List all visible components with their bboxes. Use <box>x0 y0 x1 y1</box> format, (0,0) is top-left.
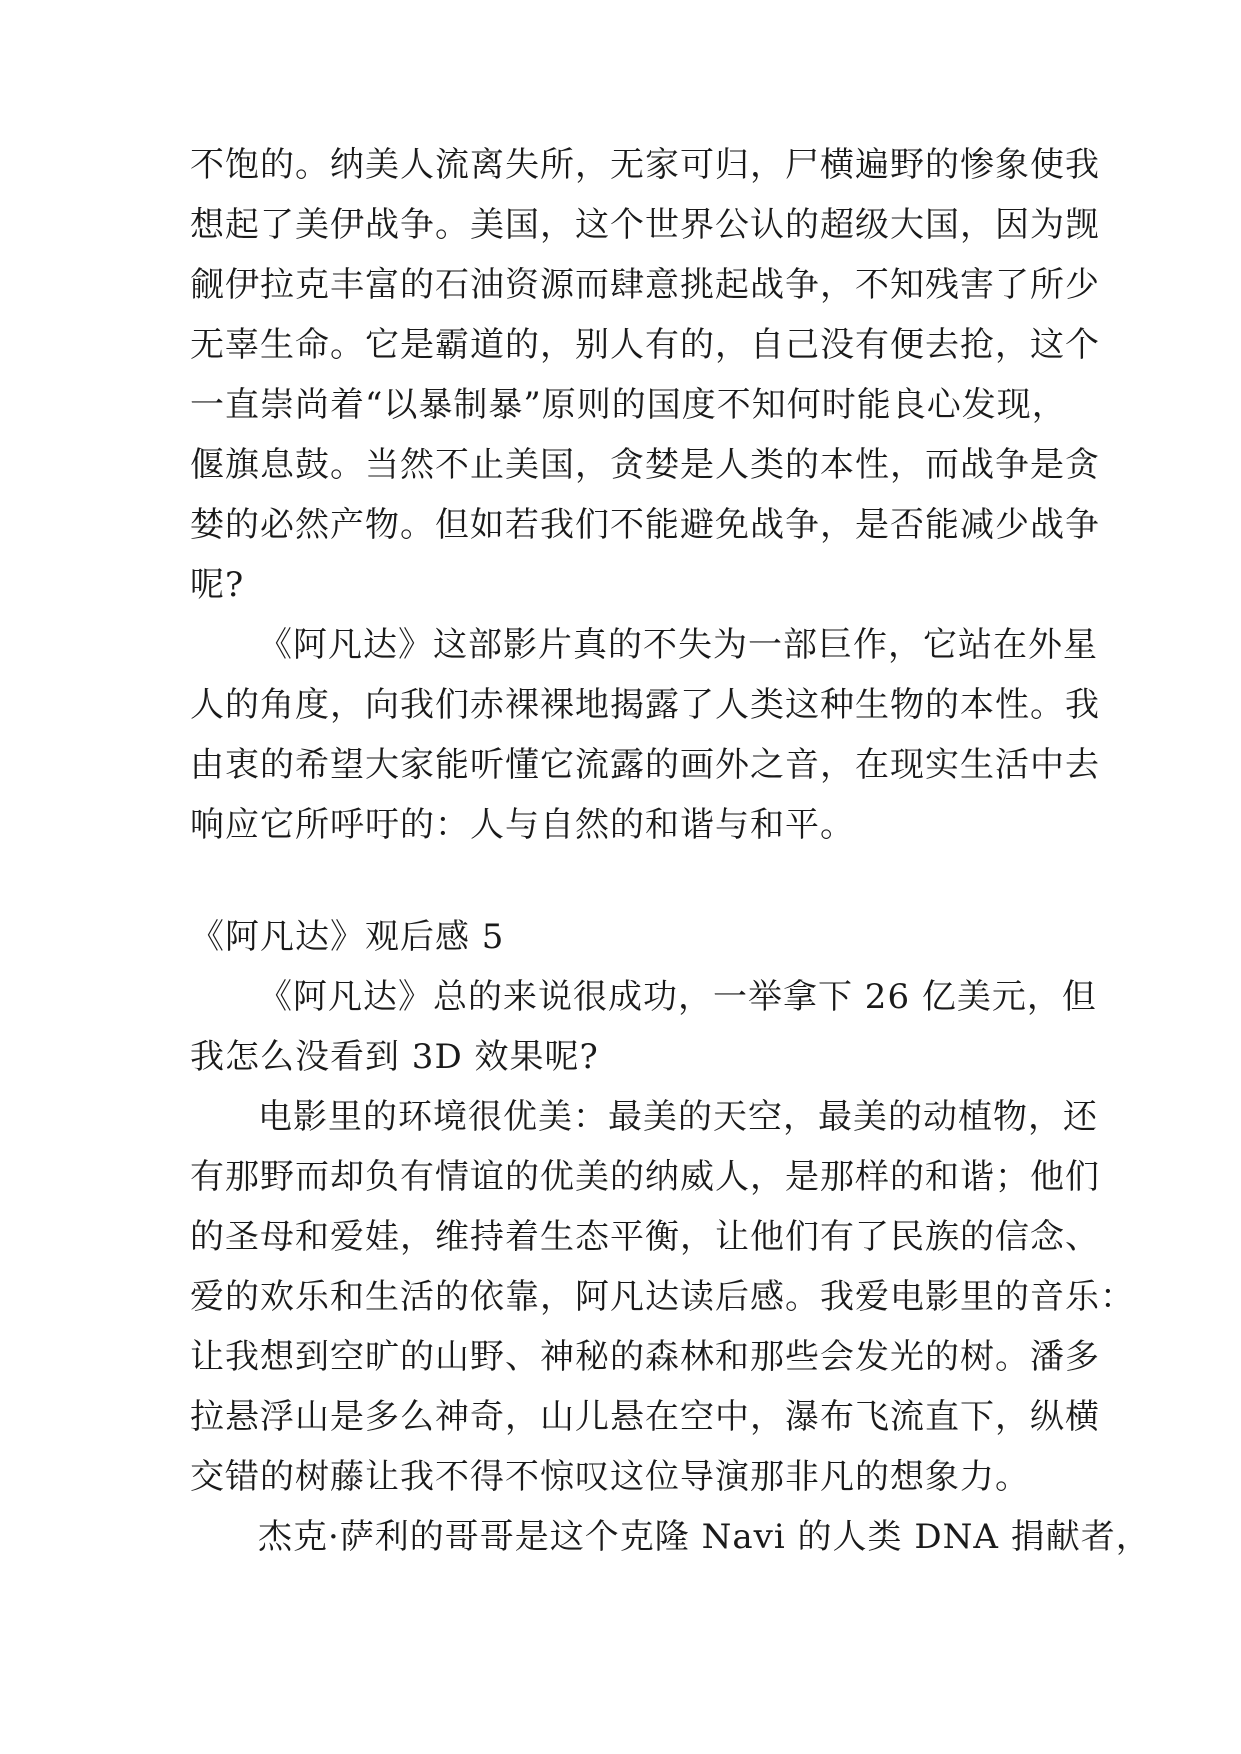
text-line: 一直崇尚着“以暴制暴”原则的国度不知何时能良心发现， <box>190 385 1067 425</box>
text-line: 想起了美伊战争。美国，这个世界公认的超级大国，因为觊 <box>190 205 1100 245</box>
text-line: 我怎么没看到 3D 效果呢? <box>190 1037 599 1077</box>
text-line: 交错的树藤让我不得不惊叹这位导演那非凡的想象力。 <box>190 1457 1030 1497</box>
text-line: 《阿凡达》总的来说很成功，一举拿下 26 亿美元，但 <box>258 977 1097 1017</box>
text-line: 婪的必然产物。但如若我们不能避免战争，是否能减少战争 <box>190 505 1100 545</box>
text-line: 有那野而却负有情谊的优美的纳威人，是那样的和谐；他们 <box>190 1157 1100 1197</box>
text-line: 呢? <box>190 565 245 605</box>
text-line: 响应它所呼吁的：人与自然的和谐与和平。 <box>190 805 855 845</box>
text-line: 人的角度，向我们赤裸裸地揭露了人类这种生物的本性。我 <box>190 685 1100 725</box>
text-line: 让我想到空旷的山野、神秘的森林和那些会发光的树。潘多 <box>190 1337 1100 1377</box>
text-line: 偃旗息鼓。当然不止美国，贪婪是人类的本性，而战争是贪 <box>190 445 1100 485</box>
text-line: 爱的欢乐和生活的依靠，阿凡达读后感。我爱电影里的音乐： <box>190 1277 1135 1317</box>
text-line: 不饱的。纳美人流离失所，无家可归，尸横遍野的惨象使我 <box>190 145 1100 185</box>
text-line: 杰克·萨利的哥哥是这个克隆 Navi 的人类 DNA 捐献者， <box>258 1517 1151 1557</box>
text-line: 拉悬浮山是多么神奇，山儿悬在空中，瀑布飞流直下，纵横 <box>190 1397 1100 1437</box>
text-line: 的圣母和爱娃，维持着生态平衡，让他们有了民族的信念、 <box>190 1217 1100 1257</box>
text-line: 由衷的希望大家能听懂它流露的画外之音，在现实生活中去 <box>190 745 1100 785</box>
text-line: 电影里的环境很优美：最美的天空，最美的动植物，还 <box>258 1097 1098 1137</box>
text-line: 《阿凡达》这部影片真的不失为一部巨作，它站在外星 <box>258 625 1098 665</box>
section-heading: 《阿凡达》观后感 5 <box>190 917 505 957</box>
text-line: 无辜生命。它是霸道的，别人有的，自己没有便去抢，这个 <box>190 325 1100 365</box>
text-line: 觎伊拉克丰富的石油资源而肆意挑起战争，不知残害了所少 <box>190 265 1100 305</box>
